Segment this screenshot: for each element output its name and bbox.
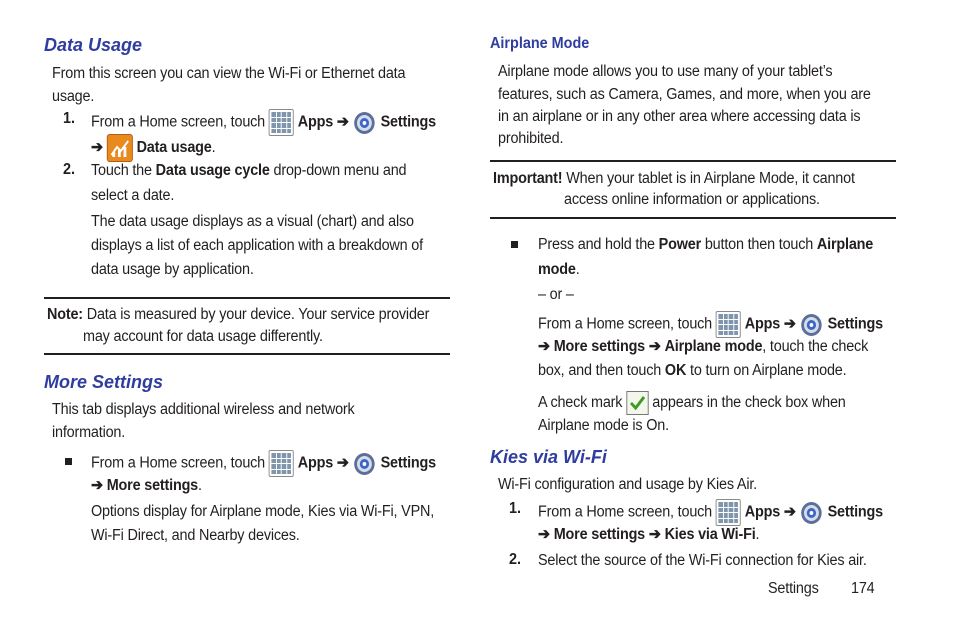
more-settings-bullet-line2 [91,475,202,497]
settings-label: Settings [380,454,436,472]
arrow-icon: ➔ [648,338,661,355]
data-usage-para-line3: data usage by application. [91,261,254,278]
more-settings-label: More settings [553,526,646,543]
step1-line2 [91,134,215,162]
step-number: 1. [63,110,76,127]
arrow-icon: ➔ [783,503,796,521]
bullet-middle: button then touch [704,236,814,253]
settings-gear-icon [353,110,377,136]
settings-label: Settings [827,315,883,333]
kies-intro: Wi-Fi configuration and usage by Kies Air. [498,476,758,493]
apps-icon [716,499,741,526]
data-usage-icon [107,134,133,162]
step2-rest: drop-down menu and [273,162,407,179]
airplane-para-line4: prohibited. [498,130,564,147]
apps-icon [269,109,294,136]
arrow-icon: ➔ [91,477,103,494]
airplane-para-line3: in an airplane or in any other area where accessing data is [498,108,861,125]
important-top-rule [490,160,896,162]
step1-prefix: From a Home screen, touch [91,113,266,131]
ok-label: OK [664,362,687,379]
note-text: Data is measured by your device. Your service provider [86,306,430,323]
note-label: Note: [47,306,83,323]
power-label: Power [658,236,702,253]
data-usage-intro-line2: usage. [52,88,95,105]
arrow-icon: ➔ [648,526,661,543]
more-settings-intro-line2: information. [52,424,126,441]
kies-heading: Kies via Wi-Fi [490,447,607,467]
important-bottom-rule [490,217,896,219]
more-settings-para-line2: Wi-Fi Direct, and Nearby devices. [91,527,300,544]
note-line2: may account for data usage differently. [83,328,323,345]
data-usage-label: Data usage [136,139,212,157]
power-bullet-line1 [538,234,873,256]
settings-gear-icon [800,312,824,338]
kies-step1-prefix: From a Home screen, touch [538,503,713,521]
alt-line3 [538,360,846,382]
important-text: When your tablet is in Airplane Mode, it cannot [566,170,855,187]
note-top-rule [44,297,450,299]
footer-section-label: Settings [768,580,819,597]
more-settings-bullet-line1 [91,450,436,477]
data-usage-para-line2: displays a list of each application with a breakdown of [91,237,423,254]
mode-label: mode [538,261,576,278]
alt3-prefix: box, and then touch [538,362,662,379]
arrow-icon: ➔ [538,526,550,543]
bullet-marker [511,241,518,248]
settings-label: Settings [827,503,883,521]
alt-line2 [538,336,868,358]
settings-gear-icon [800,500,824,526]
check-line1 [538,391,846,415]
step-number: 2. [63,161,76,178]
step-number: 2. [509,551,522,568]
more-settings-intro-line1: This tab displays additional wireless and network [52,401,355,418]
airplane-para-line1: Airplane mode allows you to use many of your tablet’s [498,63,833,80]
page-number: 174 [851,580,875,597]
data-usage-cycle-label: Data usage cycle [155,162,270,179]
check-line2: Airplane mode is On. [538,417,669,434]
alt-prefix: From a Home screen, touch [538,315,713,333]
check-rest: appears in the check box when [652,394,846,412]
power-bullet-line2 [538,259,580,281]
kies-step1-line1 [538,499,883,526]
step2-prefix: Touch the [91,162,152,179]
arrow-icon: ➔ [783,315,796,333]
step2-line1 [91,160,406,182]
arrow-icon: ➔ [91,139,103,157]
important-line1 [493,168,855,190]
period: . [211,139,216,157]
more-settings-label: More settings [106,477,199,494]
more-settings-label: More settings [553,338,646,355]
settings-gear-icon [353,451,377,477]
alt3-rest: to turn on Airplane mode. [690,362,847,379]
data-usage-heading: Data Usage [44,35,143,55]
important-label: Important! [493,170,563,187]
arrow-icon: ➔ [538,338,550,355]
step-number: 1. [509,500,522,517]
alt2-rest: , touch the check [762,338,869,355]
bullet-marker [65,458,72,465]
bullet-prefix: From a Home screen, touch [91,454,266,472]
arrow-icon: ➔ [336,113,349,131]
airplane-mode-label: Airplane mode [664,338,763,355]
more-settings-para-line1: Options display for Airplane mode, Kies via Wi-Fi, VPN, [91,503,435,520]
apps-label: Apps [297,113,334,131]
alt-line1 [538,311,883,338]
checkmark-icon [626,391,648,415]
data-usage-intro-line1: From this screen you can view the Wi-Fi or Ethernet data [52,65,406,82]
kies-via-wifi-label: Kies via Wi-Fi [664,526,756,543]
apps-label: Apps [744,503,781,521]
settings-label: Settings [380,113,436,131]
kies-step2: Select the source of the Wi-Fi connection for Kies air. [538,552,867,569]
apps-label: Apps [297,454,334,472]
apps-label: Apps [744,315,781,333]
period: . [575,261,580,278]
step1-line1 [91,109,436,136]
check-prefix: A check mark [538,394,623,412]
airplane-mode-heading: Airplane Mode [490,35,590,52]
period: . [755,526,760,543]
more-settings-heading: More Settings [44,372,164,392]
important-line2: access online information or applications. [564,191,820,208]
kies-step1-line2 [538,524,759,546]
note-line1 [47,304,429,326]
apps-icon [716,311,741,338]
bullet-prefix: Press and hold the [538,236,655,253]
data-usage-para-line1: The data usage displays as a visual (chart) and also [91,213,414,230]
step2-line2: select a date. [91,187,175,204]
or-separator: – or – [538,286,574,303]
apps-icon [269,450,294,477]
period: . [198,477,202,494]
airplane-label: Airplane [816,236,874,253]
note-bottom-rule [44,353,450,355]
arrow-icon: ➔ [336,454,349,472]
airplane-para-line2: features, such as Camera, Games, and more, when you are [498,86,871,103]
